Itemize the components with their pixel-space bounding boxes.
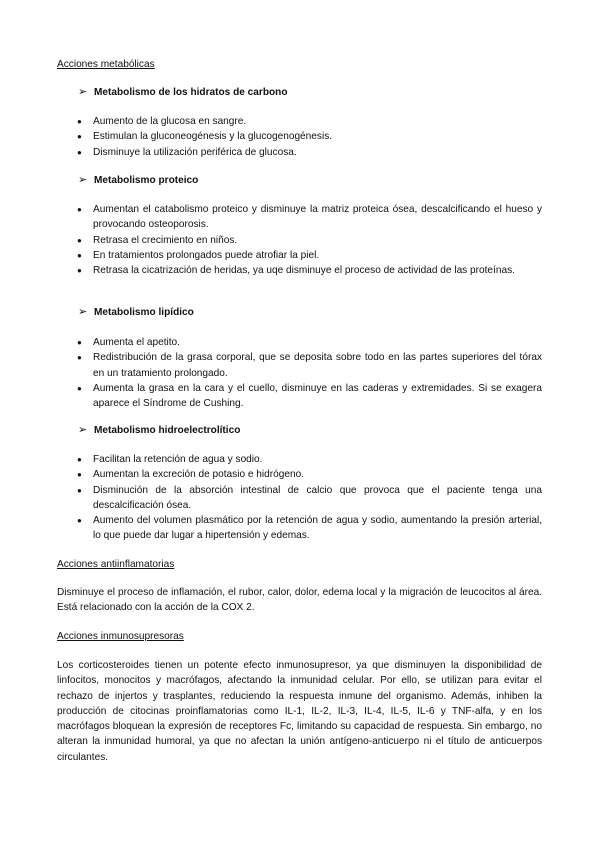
bullet-icon: ●: [77, 205, 82, 214]
bullet-icon: ●: [77, 250, 82, 260]
arrow-bullet-icon: ➢: [78, 174, 88, 186]
arrow-bullet-icon: ➢: [78, 86, 88, 98]
list-item: ● Disminución de la absorción intestinal de calcio que provoca que el paciente tenga una descalcificación ósea.: [77, 484, 542, 511]
list-item: ● Aumentan la excreción de potasio e hidrógeno.: [0, 467, 542, 482]
list-item: ● Aumento del volumen plasmático por la retención de agua y sodio, aumentando la presión arterial, lo que puede dar lugar a hipertensión y edemas.: [77, 515, 542, 542]
bullet-icon: ●: [77, 338, 82, 347]
list-item: ● Aumentan el catabolismo proteico y disminuye la matriz proteica ósea, descalcificando el hueso y provocando osteoporosis.: [77, 204, 542, 231]
subheading-carbohydrate: [78, 85, 288, 100]
bullet-icon: ●: [77, 485, 82, 495]
arrow-bullet-icon: ➢: [78, 424, 88, 436]
bullet-icon: ●: [77, 383, 82, 393]
list-item: ● Facilitan la retención de agua y sodio.: [0, 452, 542, 467]
bullet-list-hydroelectrolytic: [0, 452, 600, 544]
subheading-label: Metabolismo proteico: [94, 175, 199, 186]
bullet-icon: ●: [77, 266, 82, 276]
bullet-icon: ●: [77, 470, 82, 480]
section-heading-antiinflammatory: Acciones antiinflamatorias: [57, 559, 175, 570]
bullet-list-carbohydrate: [0, 114, 600, 160]
subheading-label: Metabolismo de los hidratos de carbono: [94, 87, 288, 98]
subheading-label: Metabolismo lipídico: [94, 307, 194, 318]
subheading-label: Metabolismo hidroelectrolítico: [94, 425, 241, 436]
subheading-protein: [78, 173, 198, 188]
list-item: ● Redistribución de la grasa corporal, que se deposita sobre todo en las partes superiores del tórax en un tratamiento prolongado.: [77, 352, 542, 379]
list-item: ● Estimulan la gluconeogénesis y la glucogenogénesis.: [0, 129, 542, 144]
arrow-bullet-icon: ➢: [78, 306, 88, 318]
paragraph-antiinflammatory: Disminuye el proceso de inflamación, el rubor, calor, dolor, edema local y la migración de leucocitos al área. Está relacionado con la acción de la COX 2.: [57, 587, 542, 614]
section-heading-immunosuppressive: Acciones inmunosupresoras: [57, 631, 184, 642]
list-item: ● Aumenta la grasa en la cara y el cuello, disminuye en las caderas y extremidades. Si se exagera aparece el Síndrome de Cushing.: [77, 382, 542, 410]
bullet-icon: ●: [77, 147, 82, 157]
list-item: ● Aumento de la glucosa en sangre.: [0, 114, 542, 129]
list-item: ● En tratamientos prolongados puede atrofiar la piel.: [0, 248, 542, 263]
bullet-icon: ●: [77, 132, 82, 142]
subheading-hydroelectrolytic: [78, 423, 240, 438]
bullet-icon: ●: [77, 353, 82, 363]
subheading-lipid: [78, 305, 194, 320]
bullet-list-lipid: [0, 335, 600, 411]
list-item: ● Aumenta el apetito.: [0, 335, 542, 350]
section-heading-metabolic: Acciones metabólicas: [57, 59, 155, 70]
bullet-icon: ●: [77, 455, 82, 464]
list-item: ● Retrasa la cicatrización de heridas, ya uqe disminuye el proceso de actividad de las proteínas.: [0, 263, 542, 278]
list-item: ● Disminuye la utilización periférica de glucosa.: [0, 145, 542, 160]
bullet-icon: ●: [77, 235, 82, 245]
bullet-icon: ●: [77, 516, 82, 526]
list-item: ● Retrasa el crecimiento en niños.: [0, 233, 542, 248]
paragraph-immunosuppressive: Los corticosteroides tienen un potente efecto inmunosupresor, ya que disminuyen la disponibilidad de linfocitos, monocitos y macrófagos, afectando la inmunidad celular. Por ello, se utilizan para evitar el rechazo de injertos y trasplantes, reduciendo la respuesta inmune del organismo. Además, inhiben la producción de citocinas proinflamatorias como IL-1, IL-2, IL-3, IL-4, IL-5, IL-6 y TNF-alfa, y en los macrófagos bloquean la expresión de receptores Fc, limitando su capacidad de respuesta. Sin embargo, no alteran la inmunidad humoral, ya que no afectan la unión antígeno-anticuerpo ni el título de anticuerpos circulantes.: [57, 660, 542, 763]
bullet-list-protein: [0, 202, 600, 278]
bullet-icon: ●: [77, 117, 82, 126]
